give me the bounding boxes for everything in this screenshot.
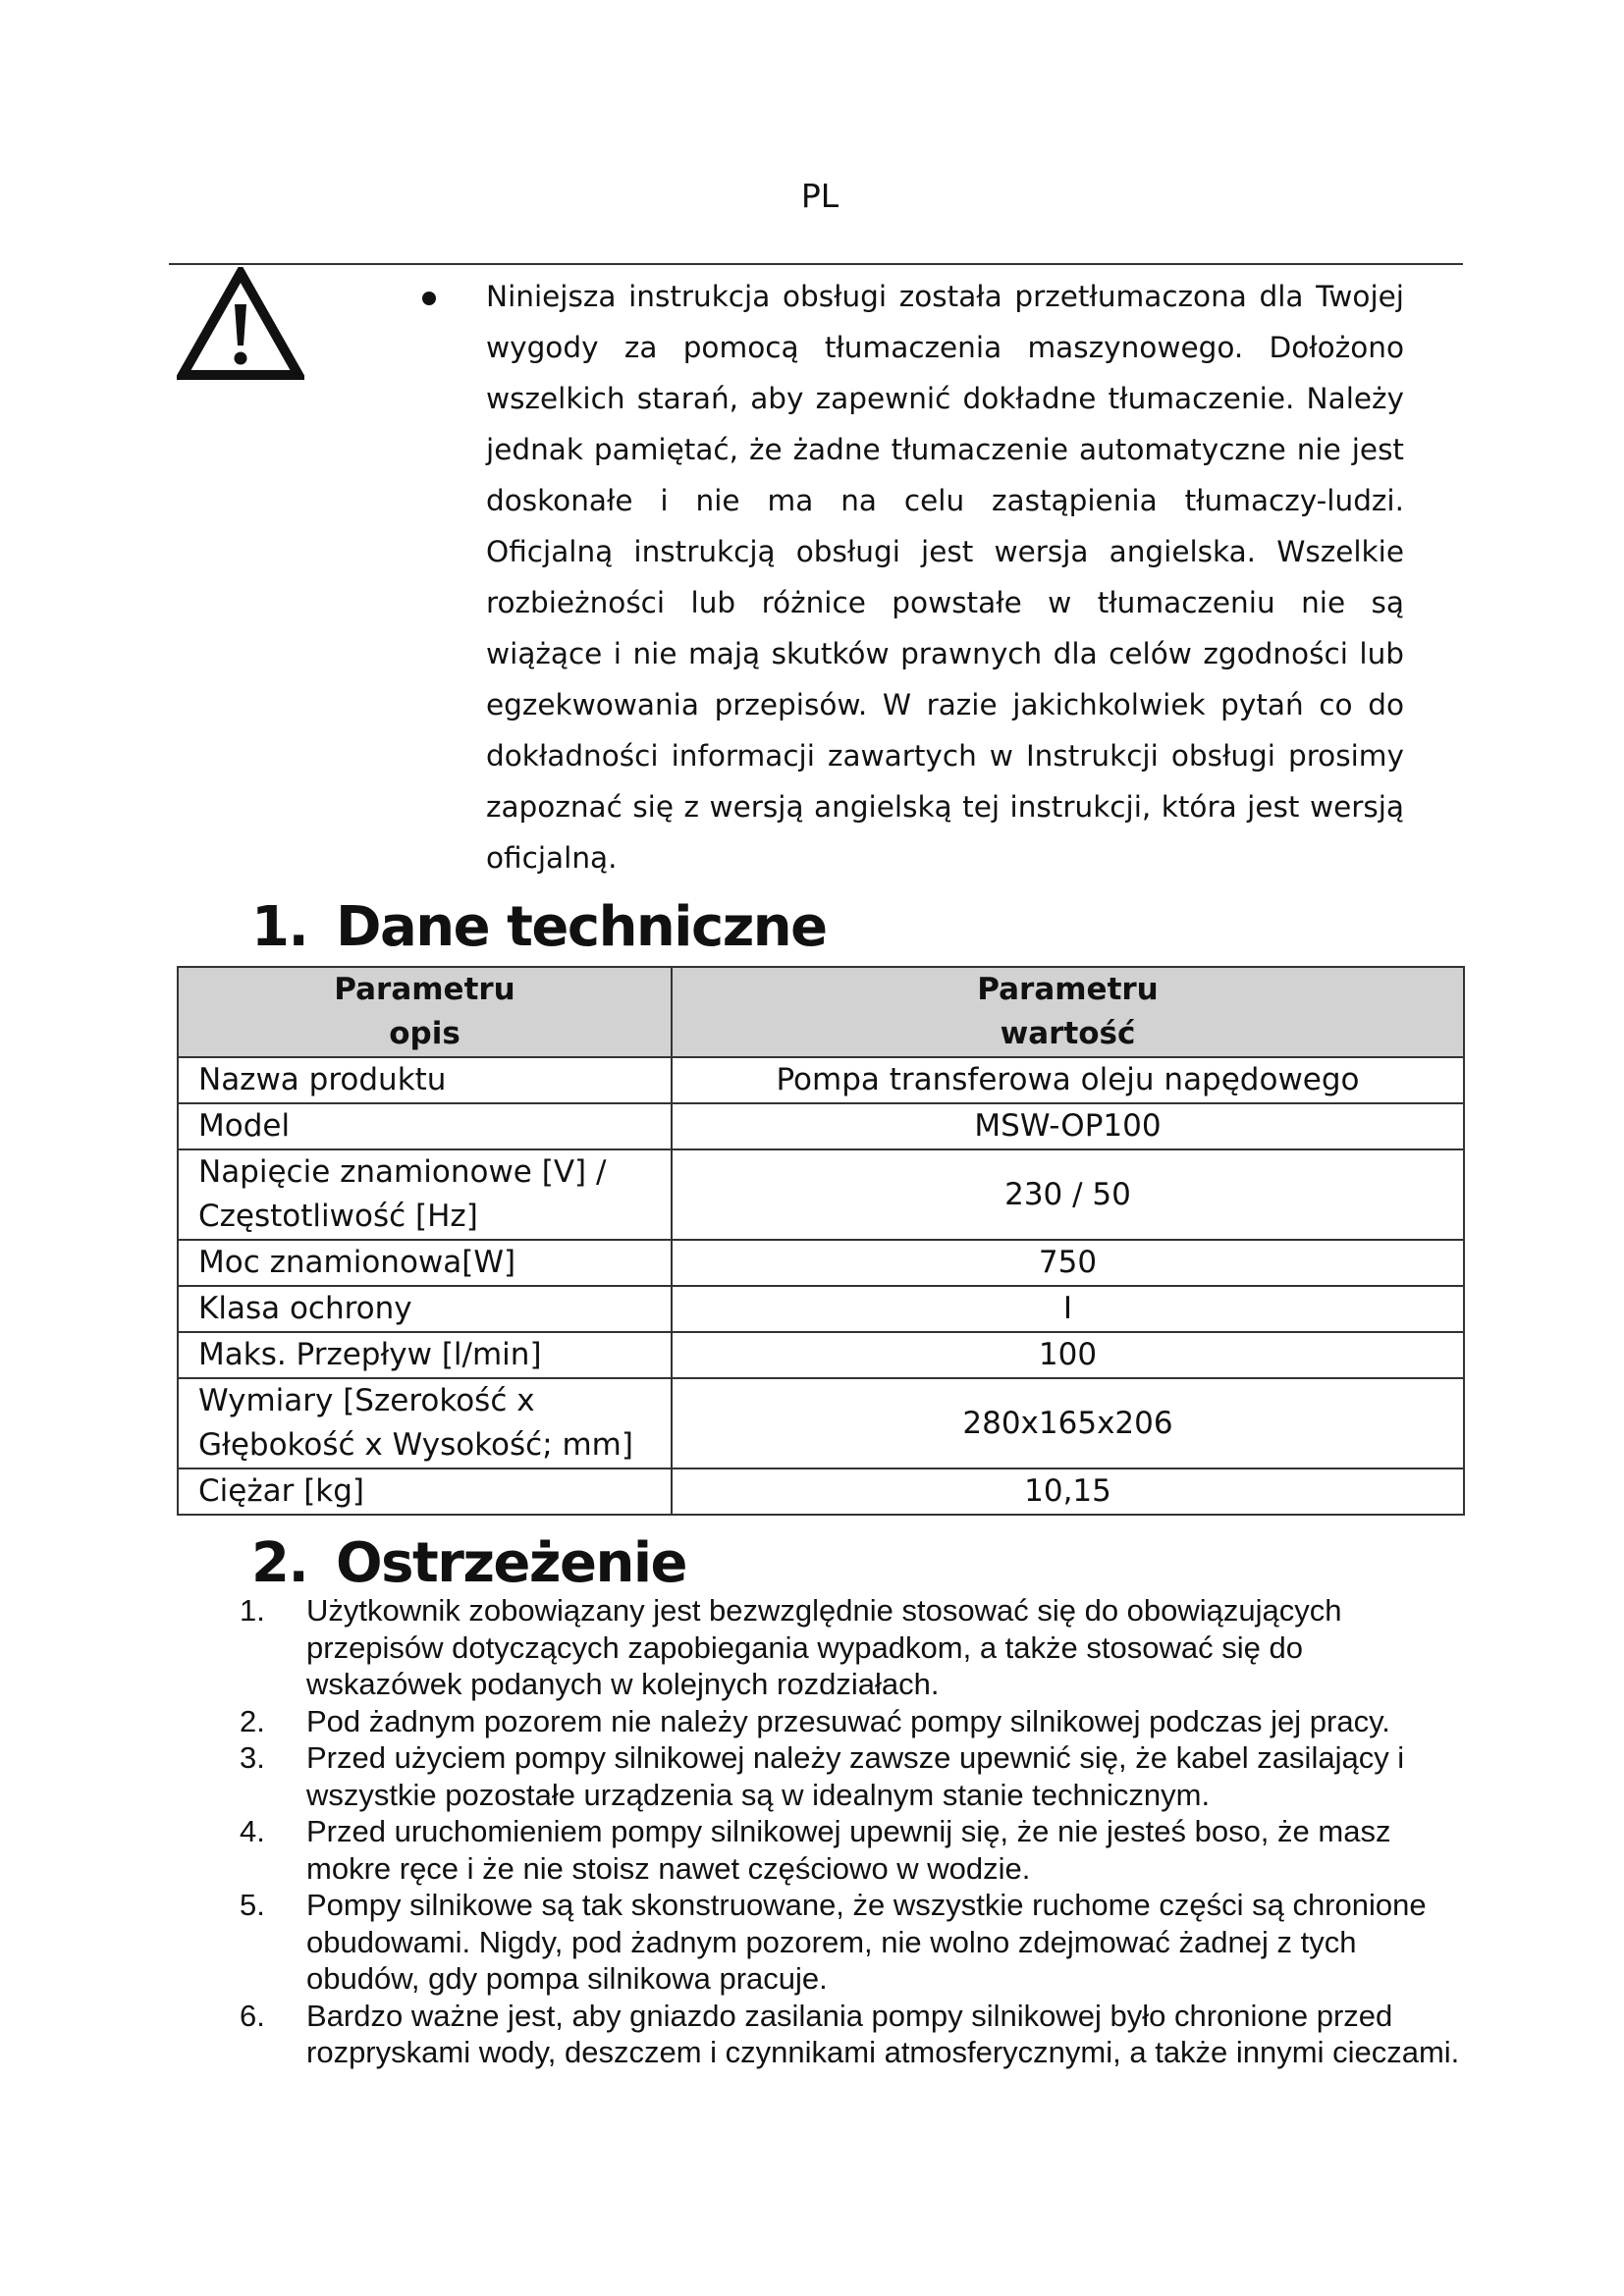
param-cell: Napięcie znamionowe [V] / Częstotliwość [Hz] <box>178 1149 672 1240</box>
value-cell: 750 <box>672 1240 1464 1286</box>
item-text: Przed uruchomieniem pompy silnikowej upewnij się, że nie jesteś boso, że masz mokre ręce i że nie stoisz nawet częściowo w wodzie. <box>306 1814 1391 1886</box>
item-number: 1. <box>240 1593 265 1628</box>
item-number: 4. <box>240 1814 265 1848</box>
value-cell: 100 <box>672 1332 1464 1378</box>
value-cell: I <box>672 1286 1464 1332</box>
table-row <box>178 1332 1464 1378</box>
technical-data-table <box>177 966 1465 1516</box>
table-row <box>178 1149 1464 1240</box>
table-row <box>178 1378 1464 1468</box>
list-item <box>240 1813 1463 1887</box>
item-text: Pompy silnikowe są tak skonstruowane, że wszystkie ruchome części są chronione obudowami. Nigdy, pod żadnym pozorem, nie wolno zdejmować żadnej z tych obudów, gdy pompa silnikowa pracuje. <box>306 1888 1427 1996</box>
item-text: Bardzo ważne jest, aby gniazdo zasilania pompy silnikowej było chronione przed rozpryskami wody, deszczem i czynnikami atmosferycznymi, a także innymi cieczami. <box>306 1998 1460 2069</box>
param-cell: Model <box>178 1103 672 1149</box>
item-text: Przed użyciem pompy silnikowej należy zawsze upewnić się, że kabel zasilający i wszystkie pozostałe urządzenia są w idealnym stanie technicznym. <box>306 1740 1405 1812</box>
list-item <box>240 1887 1463 1998</box>
table-row <box>178 1286 1464 1332</box>
param-cell: Moc znamionowa[W] <box>178 1240 672 1286</box>
section-title: Ostrzeżenie <box>336 1531 687 1595</box>
item-number: 3. <box>240 1740 265 1775</box>
list-item <box>240 1592 1463 1703</box>
table-row <box>178 1103 1464 1149</box>
param-cell: Wymiary [Szerokość x Głębokość x Wysokość; mm] <box>178 1378 672 1468</box>
item-text: Użytkownik zobowiązany jest bezwzględnie stosować się do obowiązujących przepisów dotyczących zapobiegania wypadkom, a także stosować się do wskazówek podanych w kolejnych rozdziałach. <box>306 1593 1342 1701</box>
list-item <box>240 1739 1463 1813</box>
list-item <box>240 1703 1463 1740</box>
page-language-label: PL <box>800 177 839 215</box>
section-heading-warning <box>251 1531 686 1595</box>
warning-triangle-icon <box>177 267 304 381</box>
table-row <box>178 1240 1464 1286</box>
section-number: 1. <box>251 895 308 959</box>
list-item <box>240 1998 1463 2071</box>
value-cell: Pompa transferowa oleju napędowego <box>672 1057 1464 1103</box>
table-row <box>178 1468 1464 1515</box>
warning-list <box>240 1592 1463 2071</box>
table-header-cell: Parametru opis <box>178 967 672 1057</box>
item-text: Pod żadnym pozorem nie należy przesuwać pompy silnikowej podczas jej pracy. <box>306 1703 1390 1738</box>
item-number: 5. <box>240 1888 265 1922</box>
value-cell: 10,15 <box>672 1468 1464 1515</box>
table-row <box>178 1057 1464 1103</box>
table-header-cell: Parametru wartość <box>672 967 1464 1057</box>
param-cell: Nazwa produktu <box>178 1057 672 1103</box>
value-cell: 280x165x206 <box>672 1378 1464 1468</box>
section-heading-technical-data <box>251 895 827 959</box>
translation-notice: Niniejsza instrukcja obsługi została przetłumaczona dla Twojej wygody za pomocą tłumaczenia maszynowego. Dołożono wszelkich starań, aby zapewnić dokładne tłumaczenie. Należy jednak pamiętać, że żadne tłumaczenie automatyczne nie jest doskonałe i nie ma na celu zastąpienia tłumaczy-ludzi. Oficjalną instrukcją obsługi jest wersja angielska. Wszelkie rozbieżności lub różnice powstałe w tłumaczeniu nie są wiążące i nie mają skutków prawnych dla celów zgodności lub egzekwowania przepisów. W razie jakichkolwiek pytań co do dokładności informacji zawartych w Instrukcji obsługi prosimy zapoznać się z wersją angielską tej instrukcji, która jest wersją oficjalną. <box>486 280 1404 875</box>
value-cell: 230 / 50 <box>672 1149 1464 1240</box>
param-cell: Ciężar [kg] <box>178 1468 672 1515</box>
param-cell: Maks. Przepływ [l/min] <box>178 1332 672 1378</box>
table-header-row <box>178 967 1464 1057</box>
notice-bullet <box>422 292 436 305</box>
header-rule <box>169 263 1463 265</box>
section-number: 2. <box>251 1531 308 1595</box>
section-title: Dane techniczne <box>336 895 827 959</box>
value-cell: MSW-OP100 <box>672 1103 1464 1149</box>
item-number: 2. <box>240 1703 265 1738</box>
item-number: 6. <box>240 1998 265 2033</box>
param-cell: Klasa ochrony <box>178 1286 672 1332</box>
